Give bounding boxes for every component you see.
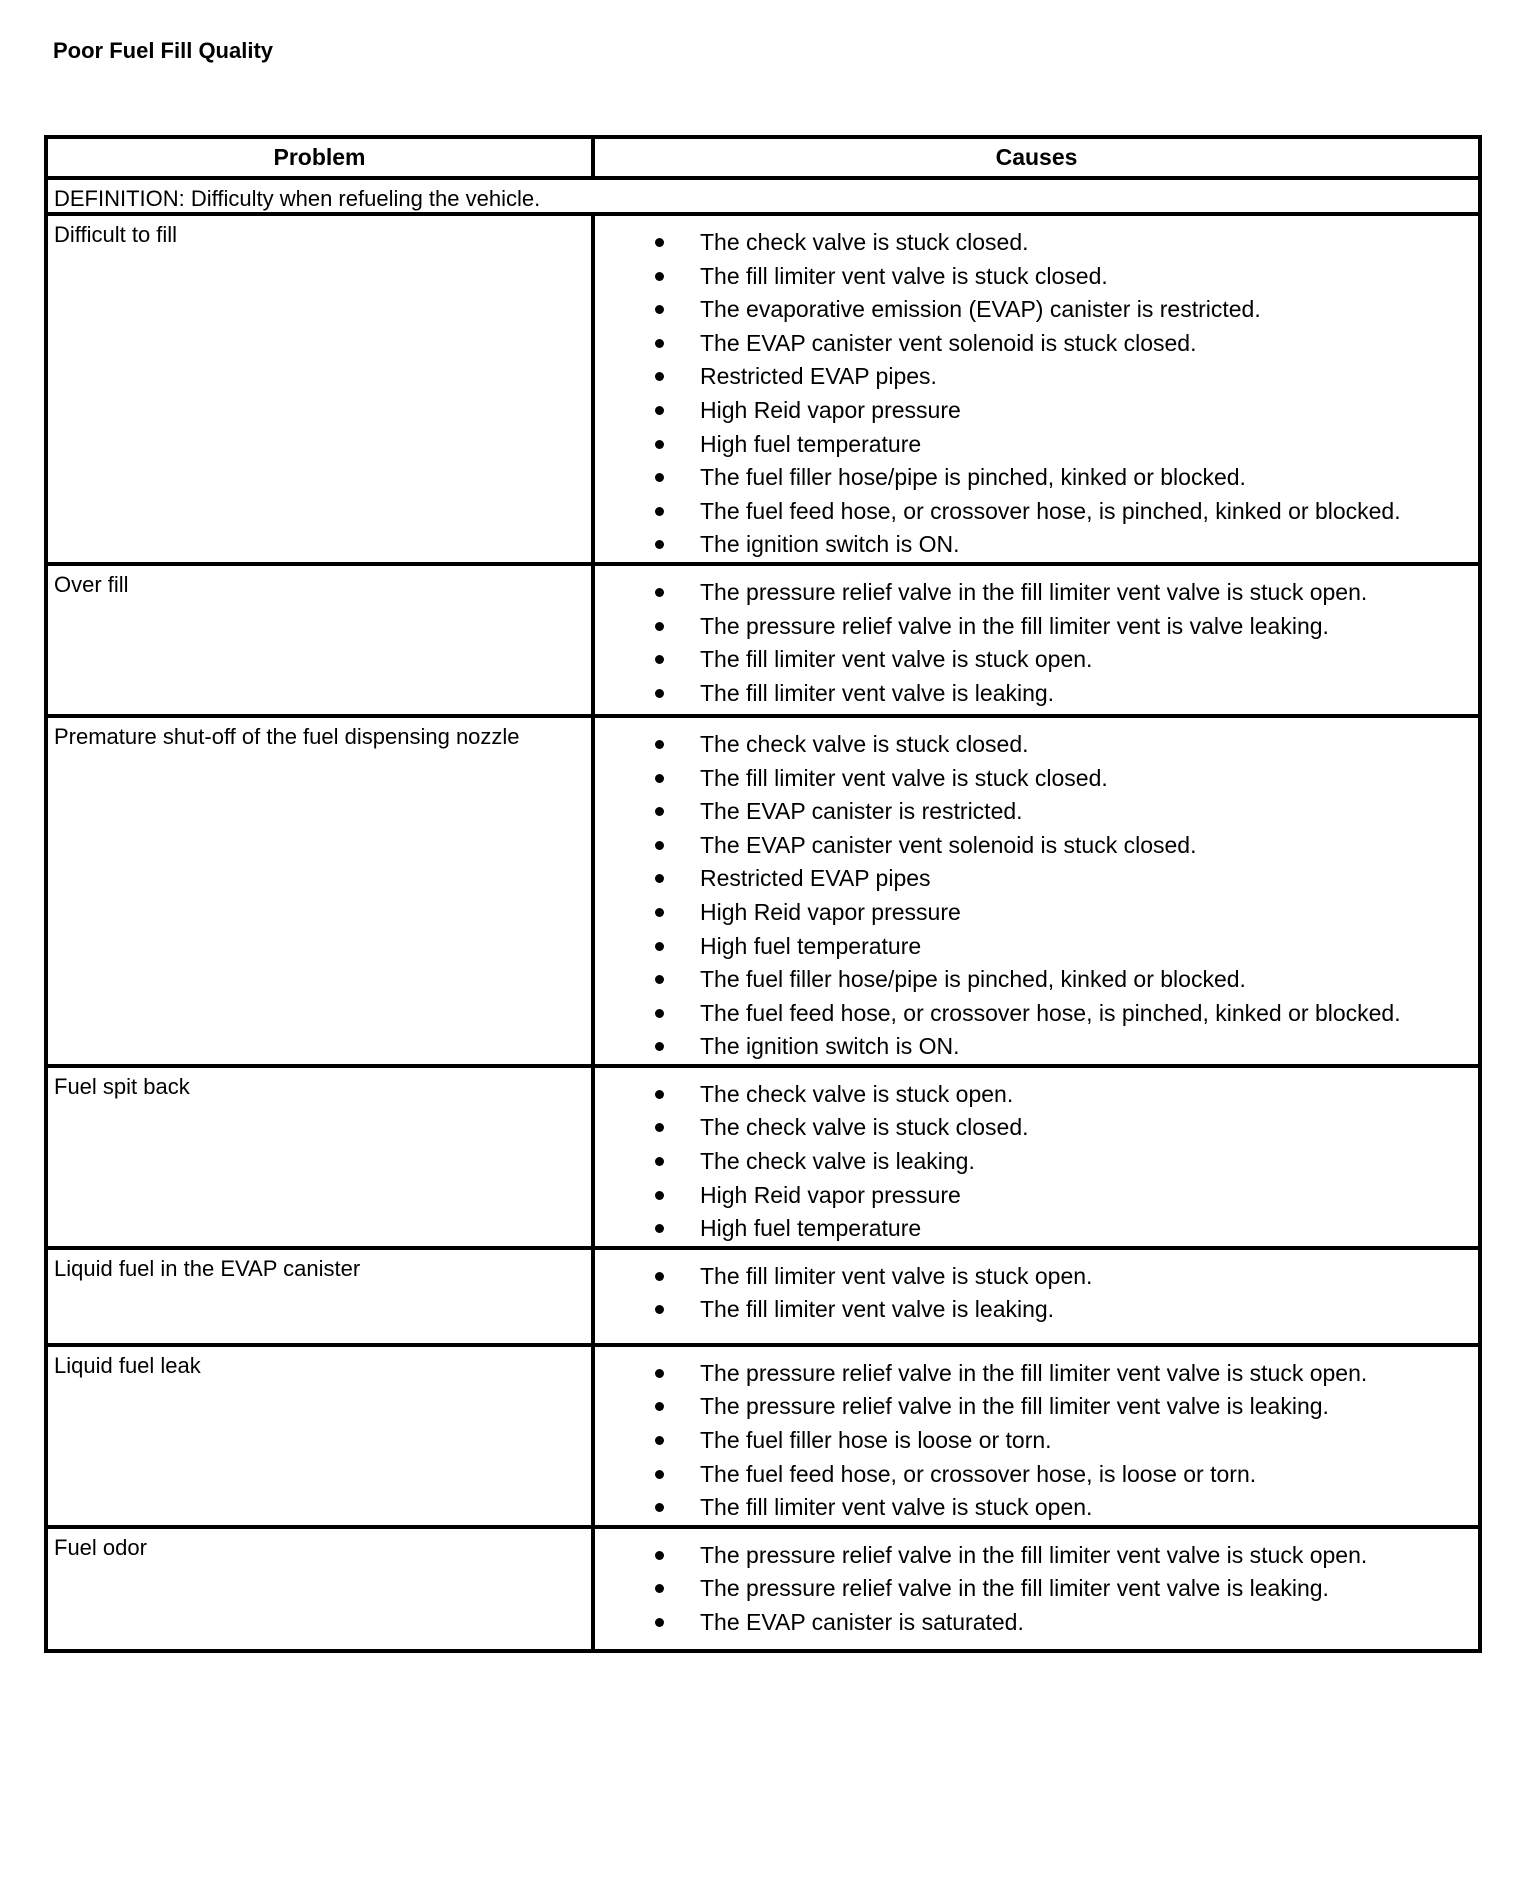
table-row [46,716,1480,1066]
cause-list-item: The pressure relief valve in the fill limiter vent is valve leaking. [595,610,1478,644]
table-header-row [46,137,1480,178]
cause-list-item: The pressure relief valve in the fill limiter vent valve is leaking. [595,1390,1478,1424]
table-row [46,564,1480,716]
cause-list-item: The fuel filler hose/pipe is pinched, kinked or blocked. [595,461,1478,495]
cause-list [595,226,1478,562]
causes-cell [593,1248,1480,1345]
cause-list-item: High Reid vapor pressure [595,896,1478,930]
table-row [46,1527,1480,1651]
cause-list-item: The ignition switch is ON. [595,528,1478,562]
cause-list [595,728,1478,1064]
cause-list [595,576,1478,710]
cause-list-item: High Reid vapor pressure [595,394,1478,428]
definition-row [46,178,1480,214]
page-title: Poor Fuel Fill Quality [53,38,274,63]
cause-list-item: The check valve is stuck closed. [595,728,1478,762]
cause-list-item: High fuel temperature [595,1212,1478,1246]
cause-list-item: The EVAP canister vent solenoid is stuck closed. [595,327,1478,361]
cause-list-item: The pressure relief valve in the fill limiter vent valve is stuck open. [595,1357,1478,1391]
cause-list-item: The EVAP canister is restricted. [595,795,1478,829]
cause-list-item: The fill limiter vent valve is leaking. [595,677,1478,711]
cause-list [595,1260,1478,1327]
cause-list-item: The pressure relief valve in the fill limiter vent valve is stuck open. [595,576,1478,610]
cause-list-item: The fuel feed hose, or crossover hose, is loose or torn. [595,1458,1478,1492]
cause-list-item: The fill limiter vent valve is stuck closed. [595,762,1478,796]
causes-cell [593,1527,1480,1651]
problem-cell: Fuel odor [46,1527,593,1651]
column-header-causes: Causes [593,137,1480,178]
cause-list [595,1357,1478,1525]
cause-list-item: The fill limiter vent valve is stuck open. [595,643,1478,677]
problem-cell: Difficult to fill [46,214,593,564]
table-row [46,1248,1480,1345]
cause-list [595,1539,1478,1640]
cause-list-item: The check valve is leaking. [595,1145,1478,1179]
cause-list-item: The fill limiter vent valve is leaking. [595,1293,1478,1327]
cause-list-item: The fill limiter vent valve is stuck closed. [595,260,1478,294]
problem-cell: Liquid fuel leak [46,1345,593,1527]
cause-list-item: Restricted EVAP pipes. [595,360,1478,394]
table-body [46,178,1480,1651]
cause-list-item: The fuel feed hose, or crossover hose, is pinched, kinked or blocked. [595,997,1478,1031]
cause-list [595,1078,1478,1246]
causes-cell [593,716,1480,1066]
cause-list-item: The ignition switch is ON. [595,1030,1478,1064]
table-row [46,1345,1480,1527]
cause-list-item: The fuel feed hose, or crossover hose, is pinched, kinked or blocked. [595,495,1478,529]
cause-list-item: The fuel filler hose is loose or torn. [595,1424,1478,1458]
cause-list-item: The pressure relief valve in the fill limiter vent valve is stuck open. [595,1539,1478,1573]
table-row [46,1066,1480,1248]
column-header-problem: Problem [46,137,593,178]
causes-cell [593,1345,1480,1527]
cause-list-item: The EVAP canister is saturated. [595,1606,1478,1640]
cause-list-item: The check valve is stuck closed. [595,1111,1478,1145]
cause-list-item: The fuel filler hose/pipe is pinched, kinked or blocked. [595,963,1478,997]
definition-text: DEFINITION: Difficulty when refueling the vehicle. [46,178,1480,214]
problem-cell: Fuel spit back [46,1066,593,1248]
cause-list-item: The fill limiter vent valve is stuck open. [595,1491,1478,1525]
cause-list-item: The check valve is stuck closed. [595,226,1478,260]
cause-list-item: The evaporative emission (EVAP) canister is restricted. [595,293,1478,327]
cause-list-item: The EVAP canister vent solenoid is stuck closed. [595,829,1478,863]
causes-cell [593,1066,1480,1248]
cause-list-item: High fuel temperature [595,428,1478,462]
problem-causes-table [44,135,1482,1653]
cause-list-item: The pressure relief valve in the fill limiter vent valve is leaking. [595,1572,1478,1606]
cause-list-item: The check valve is stuck open. [595,1078,1478,1112]
cause-list-item: The fill limiter vent valve is stuck open. [595,1260,1478,1294]
table-row [46,214,1480,564]
causes-cell [593,214,1480,564]
problem-cell: Liquid fuel in the EVAP canister [46,1248,593,1345]
problem-cell: Premature shut-off of the fuel dispensing nozzle [46,716,593,1066]
cause-list-item: High Reid vapor pressure [595,1179,1478,1213]
causes-cell [593,564,1480,716]
problem-cell: Over fill [46,564,593,716]
cause-list-item: High fuel temperature [595,930,1478,964]
cause-list-item: Restricted EVAP pipes [595,862,1478,896]
